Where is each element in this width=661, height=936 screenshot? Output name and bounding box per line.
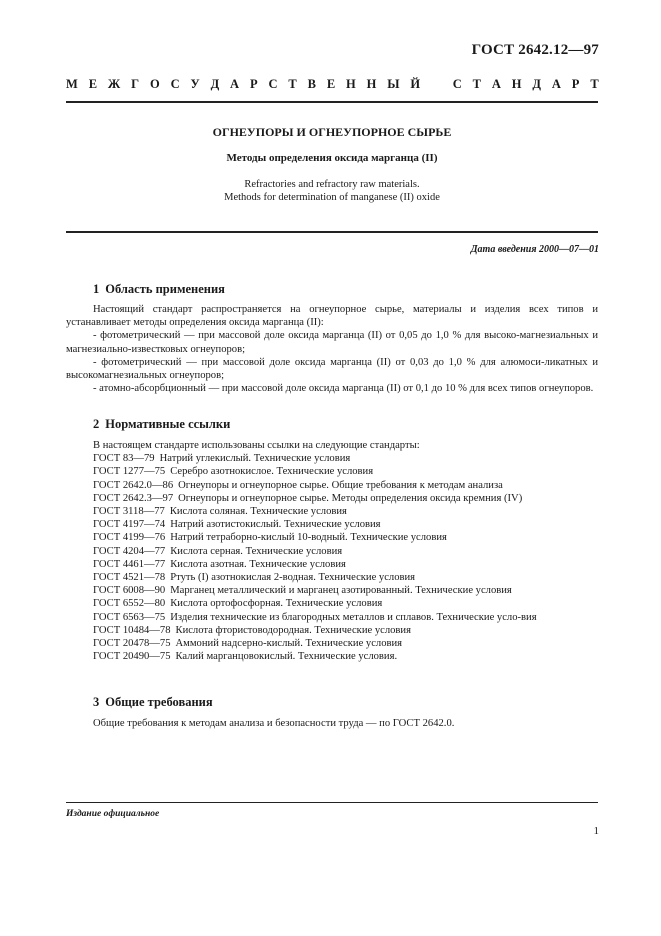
- banner-letter: Н: [511, 77, 522, 91]
- section-title: Нормативные ссылки: [105, 417, 231, 431]
- section-3-heading: [93, 695, 213, 710]
- paragraph: - атомно-абсорбционный — при массовой доле оксида марганца (II) от 0,1 до 10 % для всех типов огнеупоров.: [93, 383, 594, 395]
- section-2-heading: [93, 417, 230, 432]
- document-subtitle: Методы определения оксида марганца (II): [226, 152, 438, 164]
- reference-item: [66, 452, 598, 465]
- section-number: 1: [93, 282, 100, 296]
- reference-title: Кислота соляная. Технические условия: [169, 506, 347, 518]
- banner-letter: Е: [326, 77, 336, 91]
- banner-letter: Г: [131, 77, 140, 91]
- reference-code: ГОСТ 83—79: [93, 453, 155, 465]
- reference-item: [66, 531, 598, 544]
- banner-letter: А: [230, 77, 240, 91]
- banner-letter: С: [452, 77, 462, 91]
- reference-item: [66, 465, 598, 478]
- english-title-line-2: Methods for determination of manganese (II) oxide: [224, 192, 440, 203]
- banner-letter: Й: [410, 77, 421, 91]
- reference-item: [66, 637, 598, 650]
- banner-letter: Р: [571, 77, 580, 91]
- reference-title: Марганец металлический и марганец азотированный. Технические условия: [170, 585, 512, 597]
- banner-letter: Ж: [107, 77, 121, 91]
- reference-item: [66, 571, 598, 584]
- reference-title: Аммоний надсерно-кислый. Технические условия: [175, 638, 403, 650]
- normative-references-list: [66, 439, 598, 663]
- reference-code: ГОСТ 3118—77: [93, 506, 165, 518]
- document-code: ГОСТ 2642.12—97: [471, 42, 599, 58]
- introduction-date: Дата введения 2000—07—01: [470, 244, 599, 255]
- header-rule: [66, 101, 598, 103]
- title-rule: [66, 231, 598, 233]
- banner-letter: Т: [288, 77, 297, 91]
- reference-code: ГОСТ 2642.0—86: [93, 479, 174, 491]
- banner-letter: Д: [210, 77, 220, 91]
- reference-code: ГОСТ 6008—90: [93, 585, 166, 597]
- section-1-heading: [93, 282, 225, 297]
- reference-title: Кислота ортофосфорная. Технические условия: [170, 598, 383, 610]
- document-title: ОГНЕУПОРЫ И ОГНЕУПОРНОЕ СЫРЬЕ: [212, 125, 452, 139]
- banner-letter: В: [307, 77, 316, 91]
- banner-letter: Д: [532, 77, 542, 91]
- reference-item: [66, 479, 598, 492]
- banner-letter: Р: [249, 77, 258, 91]
- banner-letter: Т: [472, 77, 482, 91]
- banner-letter: Ы: [387, 77, 400, 91]
- banner-letter: Н: [366, 77, 377, 91]
- paragraph: - фотометрический — при массовой доле оксида марганца (II) от 0,03 до 1,0 % для алюмоси-ликатных и высокомагнезиальных огнеупоров;: [66, 356, 598, 382]
- reference-item: [66, 518, 598, 531]
- banner-letter: Е: [88, 77, 98, 91]
- paragraph: - фотометрический — при массовой доле оксида марганца (II) от 0,05 до 1,0 % для высоко-магнезиальных и магнезиально-известковых огнеупоров;: [66, 330, 598, 355]
- reference-title: Кислота азотная. Технические условия: [170, 558, 346, 570]
- english-title: [66, 178, 598, 204]
- reference-item: [66, 650, 598, 663]
- reference-item: [66, 611, 598, 624]
- reference-item: [66, 505, 598, 518]
- reference-code: ГОСТ 20490—75: [93, 651, 171, 663]
- paragraph: Настоящий стандарт распространяется на огнеупорное сырье, материалы и изделия всех типов и устанавливает методы определения оксида марганца (II):: [66, 304, 598, 329]
- reference-title: Калий марганцовокислый. Технические условия.: [175, 651, 398, 663]
- reference-code: ГОСТ 10484—78: [93, 624, 171, 636]
- interstate-standard-banner: [66, 77, 599, 92]
- banner-letter: У: [190, 77, 200, 91]
- reference-item: [66, 624, 598, 637]
- section-3-body: [66, 717, 598, 730]
- reference-code: ГОСТ 4461—77: [93, 558, 166, 570]
- reference-title: Натрий тетраборно-кислый 10-водный. Технические условия: [170, 532, 447, 544]
- section-number: 2: [93, 417, 100, 431]
- references-intro: В настоящем стандарте использованы ссылки на следующие стандарты:: [93, 440, 420, 451]
- paragraph: Общие требования к методам анализа и безопасности труда — по ГОСТ 2642.0.: [93, 718, 455, 729]
- reference-code: ГОСТ 6552—80: [93, 598, 166, 610]
- banner-letter: Н: [346, 77, 356, 91]
- reference-title: Кислота фтористоводородная. Технические условия: [175, 624, 411, 636]
- reference-item: [66, 597, 598, 610]
- reference-item: [66, 545, 598, 558]
- reference-title: Ртуть (I) азотнокислая 2-водная. Технические условия: [170, 572, 416, 584]
- english-title-line-1: Refractories and refractory raw materials.: [244, 179, 420, 190]
- reference-item: [66, 492, 598, 505]
- reference-title: Огнеупоры и огнеупорное сырье. Методы определения оксида кремния (IV): [178, 492, 523, 504]
- reference-code: ГОСТ 20478—75: [93, 638, 171, 650]
- reference-code: ГОСТ 1277—75: [93, 466, 166, 478]
- banner-letter: М: [66, 77, 78, 91]
- reference-code: ГОСТ 4199—76: [93, 532, 166, 544]
- page-number: 1: [593, 825, 599, 837]
- reference-code: ГОСТ 2642.3—97: [93, 492, 174, 504]
- reference-code: ГОСТ 4197—74: [93, 519, 166, 531]
- reference-code: ГОСТ 4204—77: [93, 545, 166, 557]
- banner-letter: Т: [590, 77, 599, 91]
- section-1-body: [66, 303, 598, 395]
- reference-code: ГОСТ 4521—78: [93, 572, 166, 584]
- reference-title: Серебро азотнокислое. Технические условия: [170, 466, 374, 478]
- reference-title: Кислота серная. Технические условия: [170, 545, 343, 557]
- banner-letter: С: [268, 77, 278, 91]
- reference-item: [66, 584, 598, 597]
- section-number: 3: [93, 695, 100, 709]
- reference-title: Огнеупоры и огнеупорное сырье. Общие требования к методам анализа: [178, 479, 503, 491]
- reference-item: [66, 558, 598, 571]
- section-title: Область применения: [105, 282, 225, 296]
- reference-title: Изделия технические из благородных металлов и сплавов. Технические усло-вия: [170, 611, 537, 623]
- banner-letter: О: [149, 77, 160, 91]
- banner-letter: А: [551, 77, 561, 91]
- banner-letter: А: [491, 77, 501, 91]
- banner-letter: С: [170, 77, 180, 91]
- official-edition-label: Издание официальное: [66, 809, 160, 819]
- section-title: Общие требования: [105, 695, 213, 709]
- reference-code: ГОСТ 6563—75: [93, 611, 166, 623]
- reference-title: Натрий углекислый. Технические условия: [159, 453, 351, 465]
- footer-rule: [66, 802, 598, 803]
- reference-title: Натрий азотистокислый. Технические условия: [170, 519, 381, 531]
